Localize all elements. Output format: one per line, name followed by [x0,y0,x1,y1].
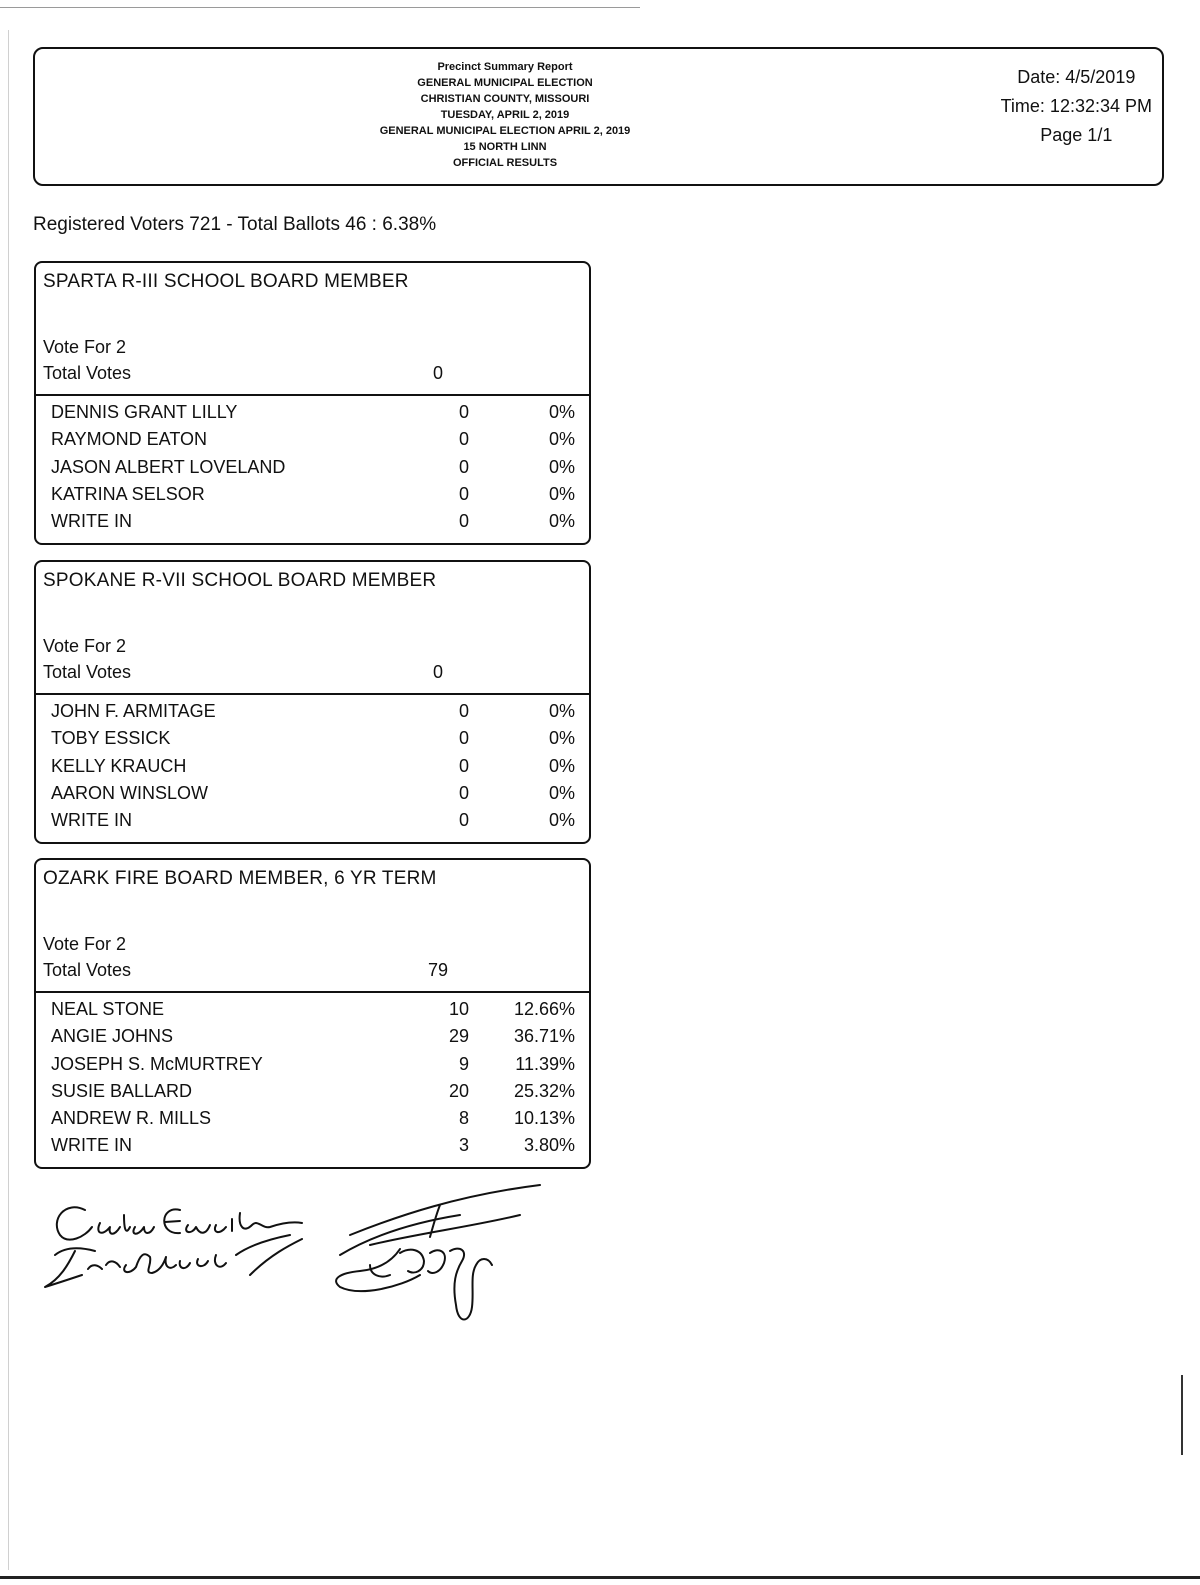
candidate-percent: 0% [548,782,575,803]
candidate-name: WRITE IN [51,511,132,532]
candidate-name: TOBY ESSICK [51,728,171,749]
total-votes-label: Total Votes [43,960,132,980]
candidate-votes: 3 [458,1135,469,1156]
election-date: TUESDAY, APRIL 2, 2019 [440,109,570,121]
contest-spokane-school-board [34,560,591,844]
candidate-votes: 0 [458,402,469,422]
candidate-percent: 0% [548,810,575,831]
contest-title: SPOKANE R-VII SCHOOL BOARD MEMBER [43,570,437,591]
candidate-percent: 36.71% [513,1026,575,1047]
vote-for: Vote For 2 [43,337,127,357]
report-time: Time: 12:32:34 PM [1000,96,1152,116]
report-header [33,47,1164,186]
candidate-list [36,400,589,536]
candidate-percent: 0% [548,728,575,749]
candidate-name: WRITE IN [51,1135,132,1156]
candidate-name: KATRINA SELSOR [51,483,205,504]
candidate-row [36,1024,589,1051]
contest-ozark-fire-board [34,858,591,1169]
candidate-name: NEAL STONE [51,999,165,1019]
candidate-votes: 0 [458,456,469,477]
candidate-row [36,781,589,808]
candidate-name: SUSIE BALLARD [51,1080,193,1101]
candidate-row [36,754,589,781]
election-title: GENERAL MUNICIPAL ELECTION APRIL 2, 2019 [379,125,631,137]
candidate-percent: 12.66% [513,999,575,1019]
contest-sparta-school-board [34,261,591,545]
candidate-name: ANGIE JOHNS [51,1026,174,1047]
candidate-row [36,482,589,509]
total-votes-value: 79 [427,960,449,980]
report-meta [1001,63,1152,150]
candidate-votes: 20 [448,1080,469,1101]
report-type: Precinct Summary Report [437,61,573,73]
jurisdiction: CHRISTIAN COUNTY, MISSOURI [420,93,590,105]
candidate-percent: 3.80% [523,1135,575,1156]
precinct-name: 15 NORTH LINN [463,141,547,153]
signature-1 [57,1207,302,1239]
candidate-percent: 10.13% [513,1108,575,1129]
candidate-percent: 0% [548,755,575,776]
candidate-percent: 0% [548,456,575,477]
candidate-row [36,400,589,427]
report-date: Date: 4/5/2019 [1017,67,1136,87]
total-votes-label: Total Votes [43,662,132,682]
total-votes-value: 0 [432,662,443,682]
candidate-row [36,726,589,753]
candidate-percent: 0% [548,511,575,532]
candidate-percent: 0% [548,483,575,504]
candidate-votes: 29 [448,1026,469,1047]
candidate-row [36,1133,589,1160]
scan-artifact-top [0,7,640,8]
candidate-name: ANDREW R. MILLS [51,1108,212,1129]
report-header-title-block [305,59,705,171]
candidate-votes: 0 [458,755,469,776]
vote-for: Vote For 2 [43,636,127,656]
candidate-percent: 0% [548,402,575,422]
candidate-row [36,1079,589,1106]
candidate-votes: 10 [448,999,469,1019]
candidate-percent: 0% [548,701,575,721]
candidate-name: AARON WINSLOW [51,782,209,803]
turnout-summary: Registered Voters 721 - Total Ballots 46 : 6.38% [33,214,437,235]
divider [36,991,589,993]
candidate-row [36,1052,589,1079]
candidate-percent: 11.39% [515,1053,575,1074]
candidate-list [36,699,589,835]
candidate-name: RAYMOND EATON [51,429,208,450]
candidate-name: KELLY KRAUCH [51,755,187,776]
candidate-votes: 0 [458,429,469,450]
election-name: GENERAL MUNICIPAL ELECTION [417,77,593,89]
candidate-name: DENNIS GRANT LILLY [51,402,238,422]
candidate-votes: 9 [458,1053,469,1074]
candidate-name: JOSEPH S. McMURTREY [51,1053,263,1074]
candidate-votes: 8 [458,1108,469,1129]
divider [36,394,589,396]
candidate-name: JASON ALBERT LOVELAND [51,456,286,477]
divider [36,693,589,695]
contest-title: OZARK FIRE BOARD MEMBER, 6 YR TERM [43,868,437,889]
candidate-votes: 0 [458,728,469,749]
candidate-list [36,997,589,1161]
candidate-name: JOHN F. ARMITAGE [51,701,216,721]
candidate-row [36,427,589,454]
page-number: Page 1/1 [1040,125,1113,145]
candidate-votes: 0 [458,483,469,504]
signatures [40,1175,580,1335]
total-votes-label: Total Votes [43,363,132,383]
candidate-votes: 0 [458,782,469,803]
candidate-votes: 0 [458,810,469,831]
candidate-row [36,808,589,835]
total-votes-value: 0 [432,363,443,383]
candidate-votes: 0 [458,511,469,532]
candidate-row [36,455,589,482]
scan-artifact-bottom [0,1576,1200,1579]
signature-2 [45,1235,302,1287]
candidate-votes: 0 [458,701,469,721]
candidate-name: WRITE IN [51,810,132,831]
candidate-percent: 25.32% [513,1080,575,1101]
contest-title: SPARTA R-III SCHOOL BOARD MEMBER [43,271,409,292]
candidate-row [36,1106,589,1133]
candidate-percent: 0% [548,429,575,450]
signature-3 [336,1185,540,1320]
candidate-row [36,997,589,1024]
candidate-row [36,699,589,726]
vote-for: Vote For 2 [43,934,127,954]
scan-artifact-right [1181,1375,1183,1455]
results-status: OFFICIAL RESULTS [452,157,558,169]
scan-artifact-left [8,30,9,1570]
candidate-row [36,509,589,536]
